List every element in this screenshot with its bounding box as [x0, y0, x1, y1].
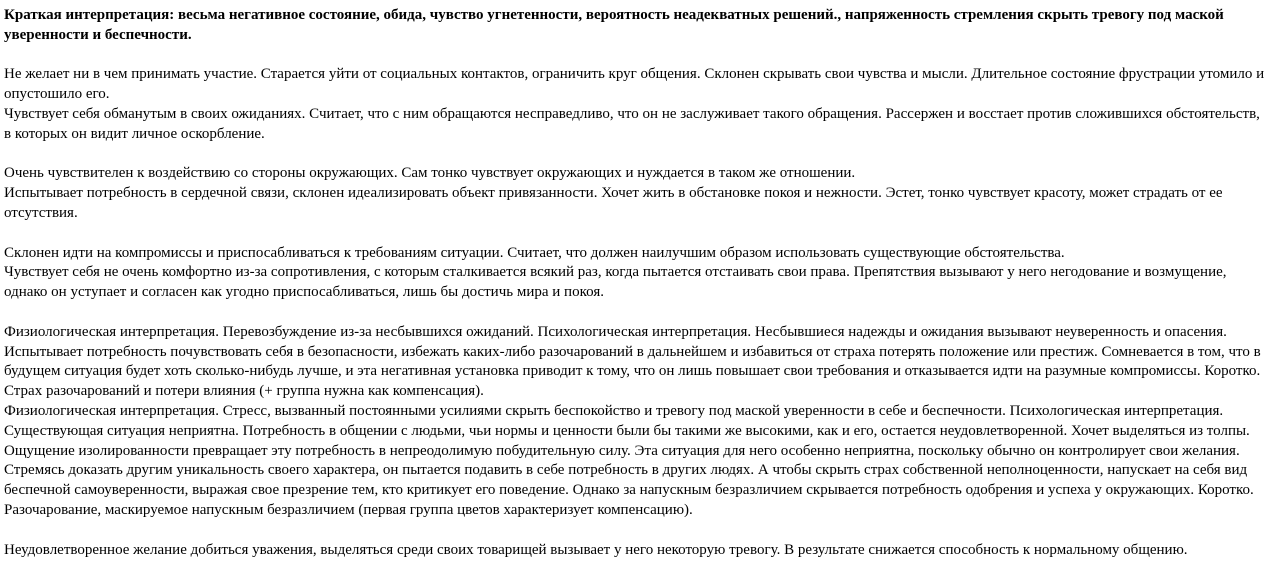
- paragraph-line: Чувствует себя обманутым в своих ожиданиях. Считает, что с ним обращаются несправедливо, что он не заслуживает такого обращения. Рассержен и восстает против сложившихся обстоятельств, в которых он видит личное оскорбление.: [4, 105, 1260, 142]
- paragraph-line: Физиологическая интерпретация. Стресс, вызванный постоянными усилиями скрыть беспокойство и тревогу под маской уверенности в себе и беспечности. Психологическая интерпретация. Существующая ситуация неприятна. Потребность в общении с людьми, чьи нормы и ценности были бы такими же высокими, как и его, остается неудовлетворенной. Хочет выделяться из толпы. Ощущение изолированности превращает эту потребность в непреодолимую побудительную силу. Эта ситуация для него особенно неприятна, поскольку обычно он контролирует свои желания. Стремясь доказать другим уникальность своего характера, он пытается подавить в себе потребность в других людях. А чтобы скрыть страх собственной неполноценности, напускает на себя вид беспечной самоуверенности, выражая свое презрение тем, кто критикует его поведение. Однако за напускным безразличием скрывается потребность одобрения и успеха у окружающих. Коротко. Разочарование, маскируемое напускным безразличием (первая группа цветов характеризует компенсацию).: [4, 402, 1254, 518]
- section-social-withdrawal: [4, 65, 1267, 144]
- interpretation-document: [4, 6, 1267, 560]
- paragraph-line: Неудовлетворенное желание добиться уважения, выделяться среди своих товарищей вызывает у него некоторую тревогу. В результате снижается способность к нормальному общению.: [4, 541, 1188, 558]
- section-respect: [4, 541, 1267, 561]
- paragraph-line: Физиологическая интерпретация. Перевозбуждение из-за несбывшихся ожиданий. Психологическая интерпретация. Несбывшиеся надежды и ожидания вызывают неуверенность и опасения. Испытывает потребность почувствовать себя в безопасности, избежать каких-либо разочарований в дальнейшем и избавиться от страха потерять положение или престиж. Сомневается в том, что в будущем ситуация будет хоть сколько-нибудь лучше, и эта негативная установка приводит к тому, что он лишь повышает свои требования и отказывается идти на разумные компромиссы. Коротко. Страх разочарований и потери влияния (+ группа нужна как компенсация).: [4, 323, 1261, 400]
- paragraph-line: Не желает ни в чем принимать участие. Старается уйти от социальных контактов, ограничить круг общения. Склонен скрывать свои чувства и мысли. Длительное состояние фрустрации утомило и опустошило его.: [4, 66, 1265, 103]
- paragraph-line: Склонен идти на компромиссы и приспосабливаться к требованиям ситуации. Считает, что должен наилучшим образом использовать существующие обстоятельства.: [4, 244, 1065, 261]
- paragraph-line: Испытывает потребность в сердечной связи, склонен идеализировать объект привязанности. Хочет жить в обстановке покоя и нежности. Эстет, тонко чувствует красоту, может страдать от ее отсутствия.: [4, 185, 1223, 221]
- section-sensitivity: [4, 164, 1267, 223]
- summary-heading: Краткая интерпретация: весьма негативное состояние, обида, чувство угнетенности, вероятность неадекватных решений., напряженность стремления скрыть тревогу под маской уверенности и беспечности.: [4, 7, 1224, 43]
- section-interpretations: [4, 323, 1267, 521]
- paragraph-line: Чувствует себя не очень комфортно из-за сопротивления, с которым сталкивается всякий раз, когда пытается отстаивать свои права. Препятствия вызывают у него негодование и возмущение, однако он уступает и согласен как угодно приспосабливаться, лишь бы достичь мира и покоя.: [4, 264, 1227, 301]
- section-compromise: [4, 244, 1267, 303]
- paragraph-line: Очень чувствителен к воздействию со стороны окружающих. Сам тонко чувствует окружающих и нуждается в таком же отношении.: [4, 165, 856, 182]
